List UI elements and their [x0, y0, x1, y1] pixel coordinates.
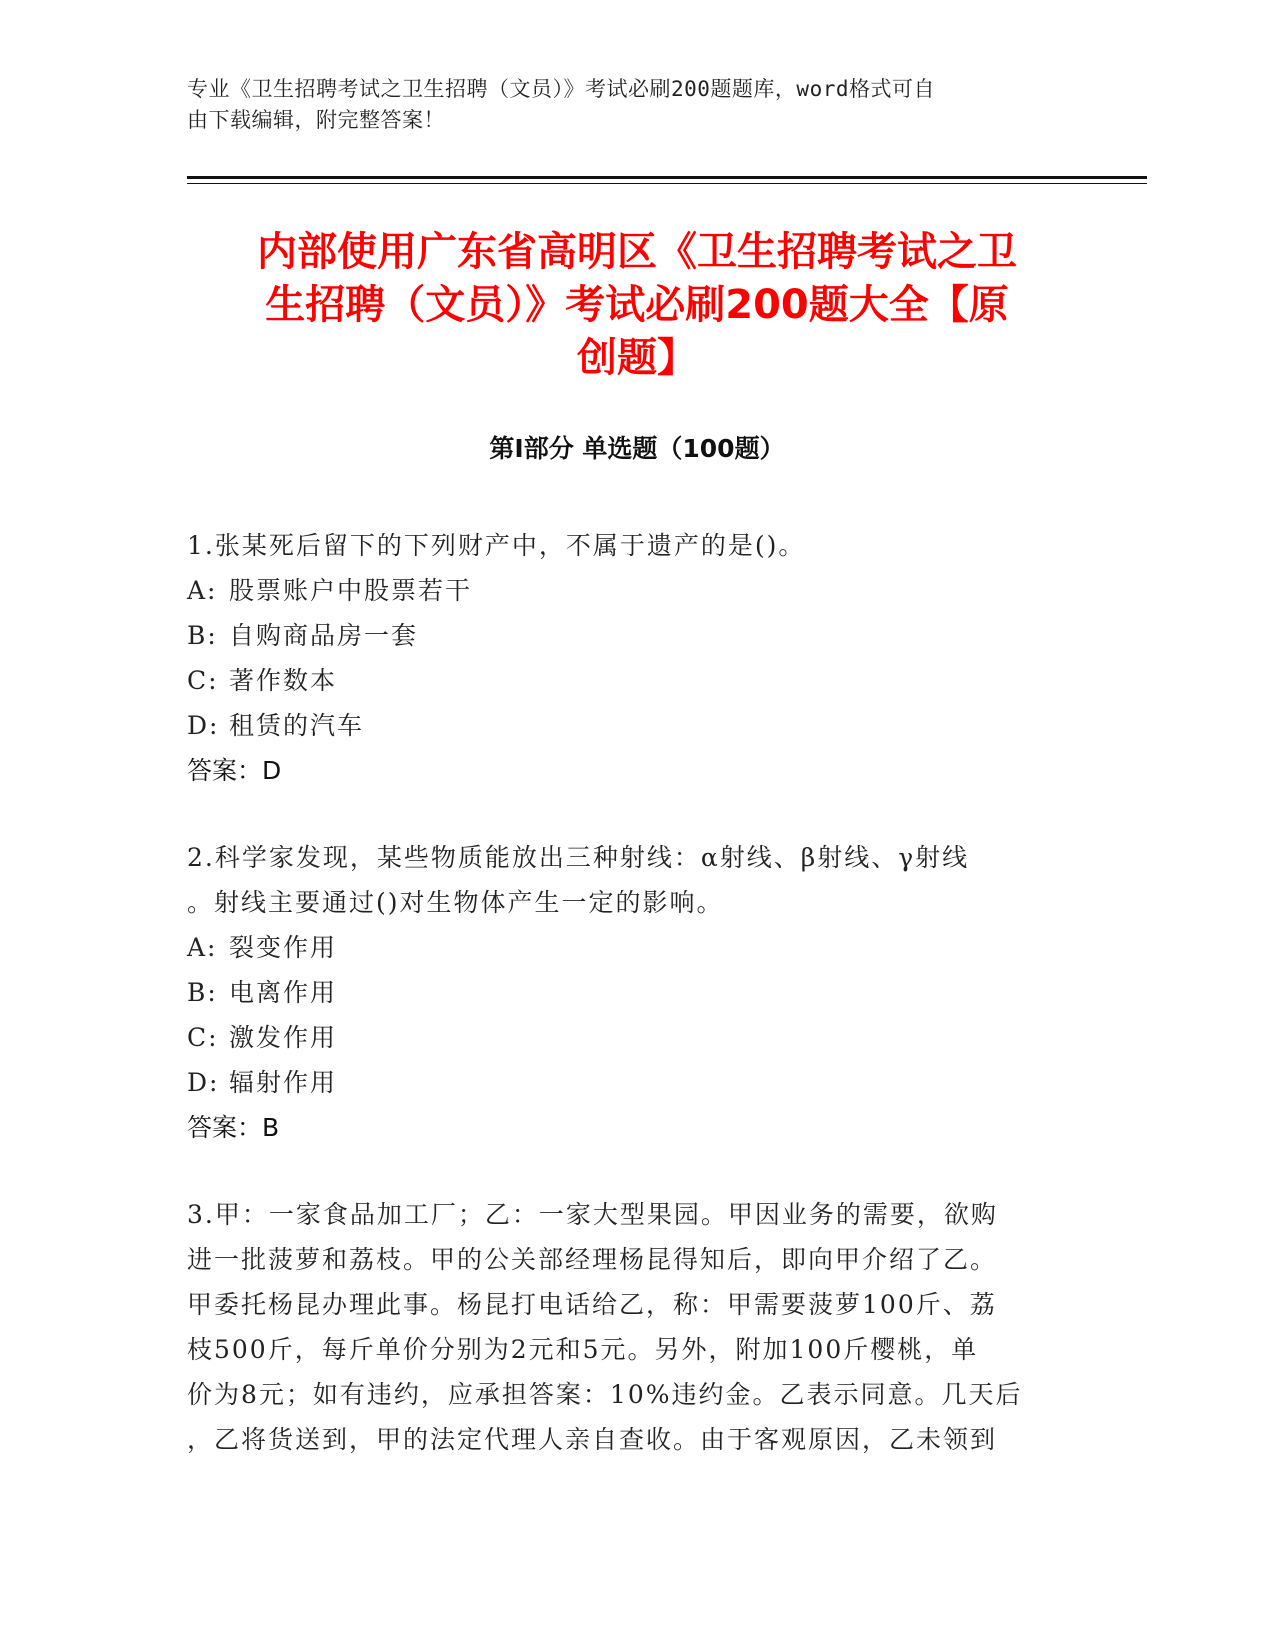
question-3 — [187, 1192, 1067, 1462]
header-note-line-2: 由下载编辑，附完整答案！ — [187, 108, 445, 132]
option-b — [187, 970, 1067, 1015]
option-b — [187, 613, 1067, 658]
document-title-line-1: 内部使用广东省高明区《卫生招聘考试之卫 — [257, 229, 1017, 275]
question-stem-line-1: 3.甲：一家食品加工厂；乙：一家大型果园。甲因业务的需要，欲购 — [187, 1200, 998, 1229]
option-text: 租赁的汽车 — [229, 711, 365, 740]
question-stem-line-5: 价为8元；如有违约，应承担答案：10%违约金。乙表示同意。几天后 — [187, 1380, 1023, 1409]
option-text: 裂变作用 — [229, 933, 338, 962]
question-stem-line-2: 进一批菠萝和荔枝。甲的公关部经理杨昆得知后，即向甲介绍了乙。 — [187, 1245, 998, 1274]
question-stem-line-4: 枝500斤，每斤单价分别为2元和5元。另外，附加100斤樱桃，单 — [187, 1335, 979, 1364]
question-list — [187, 523, 1067, 1504]
option-c — [187, 658, 1067, 703]
question-2 — [187, 835, 1067, 1150]
question-stem-line-6: ，乙将货送到，甲的法定代理人亲自查收。由于客观原因，乙未领到 — [187, 1425, 998, 1454]
answer-label: 答案：B — [187, 1113, 280, 1142]
option-text: 自购商品房一套 — [229, 621, 419, 650]
option-key: D: — [187, 711, 220, 740]
option-text: 著作数本 — [229, 666, 338, 695]
header-note — [187, 74, 1087, 136]
option-d — [187, 703, 1067, 748]
option-key: D: — [187, 1068, 220, 1097]
option-a — [187, 925, 1067, 970]
option-text: 辐射作用 — [229, 1068, 338, 1097]
option-text: 股票账户中股票若干 — [229, 576, 473, 605]
header-note-line-1: 专业《卫生招聘考试之卫生招聘（文员）》考试必刷200题题库，word格式可自 — [187, 77, 935, 101]
question-stem: 1.张某死后留下的下列财产中，不属于遗产的是()。 — [187, 531, 806, 560]
header-divider-thick — [187, 176, 1147, 179]
section-title: 第I部分 单选题（100题） — [489, 434, 785, 463]
question-1 — [187, 523, 1067, 793]
option-key: C: — [187, 666, 219, 695]
document-title — [187, 226, 1087, 385]
option-key: A: — [187, 576, 218, 605]
option-a — [187, 568, 1067, 613]
option-c — [187, 1015, 1067, 1060]
option-key: A: — [187, 933, 218, 962]
header-divider-thin — [187, 183, 1147, 184]
document-title-line-2: 生招聘（文员）》考试必刷200题大全【原 — [265, 282, 1009, 328]
question-stem-line-1: 2.科学家发现，某些物质能放出三种射线：α射线、β射线、γ射线 — [187, 843, 970, 872]
document-title-line-3: 创题】 — [577, 335, 697, 381]
option-key: B: — [187, 621, 218, 650]
question-stem-line-3: 甲委托杨昆办理此事。杨昆打电话给乙，称：甲需要菠萝100斤、荔 — [187, 1290, 997, 1319]
option-key: C: — [187, 1023, 219, 1052]
option-text: 电离作用 — [229, 978, 338, 1007]
option-text: 激发作用 — [229, 1023, 338, 1052]
question-stem-line-2: 。射线主要通过()对生物体产生一定的影响。 — [187, 888, 724, 917]
option-key: B: — [187, 978, 218, 1007]
option-d — [187, 1060, 1067, 1105]
answer-label: 答案：D — [187, 756, 282, 785]
